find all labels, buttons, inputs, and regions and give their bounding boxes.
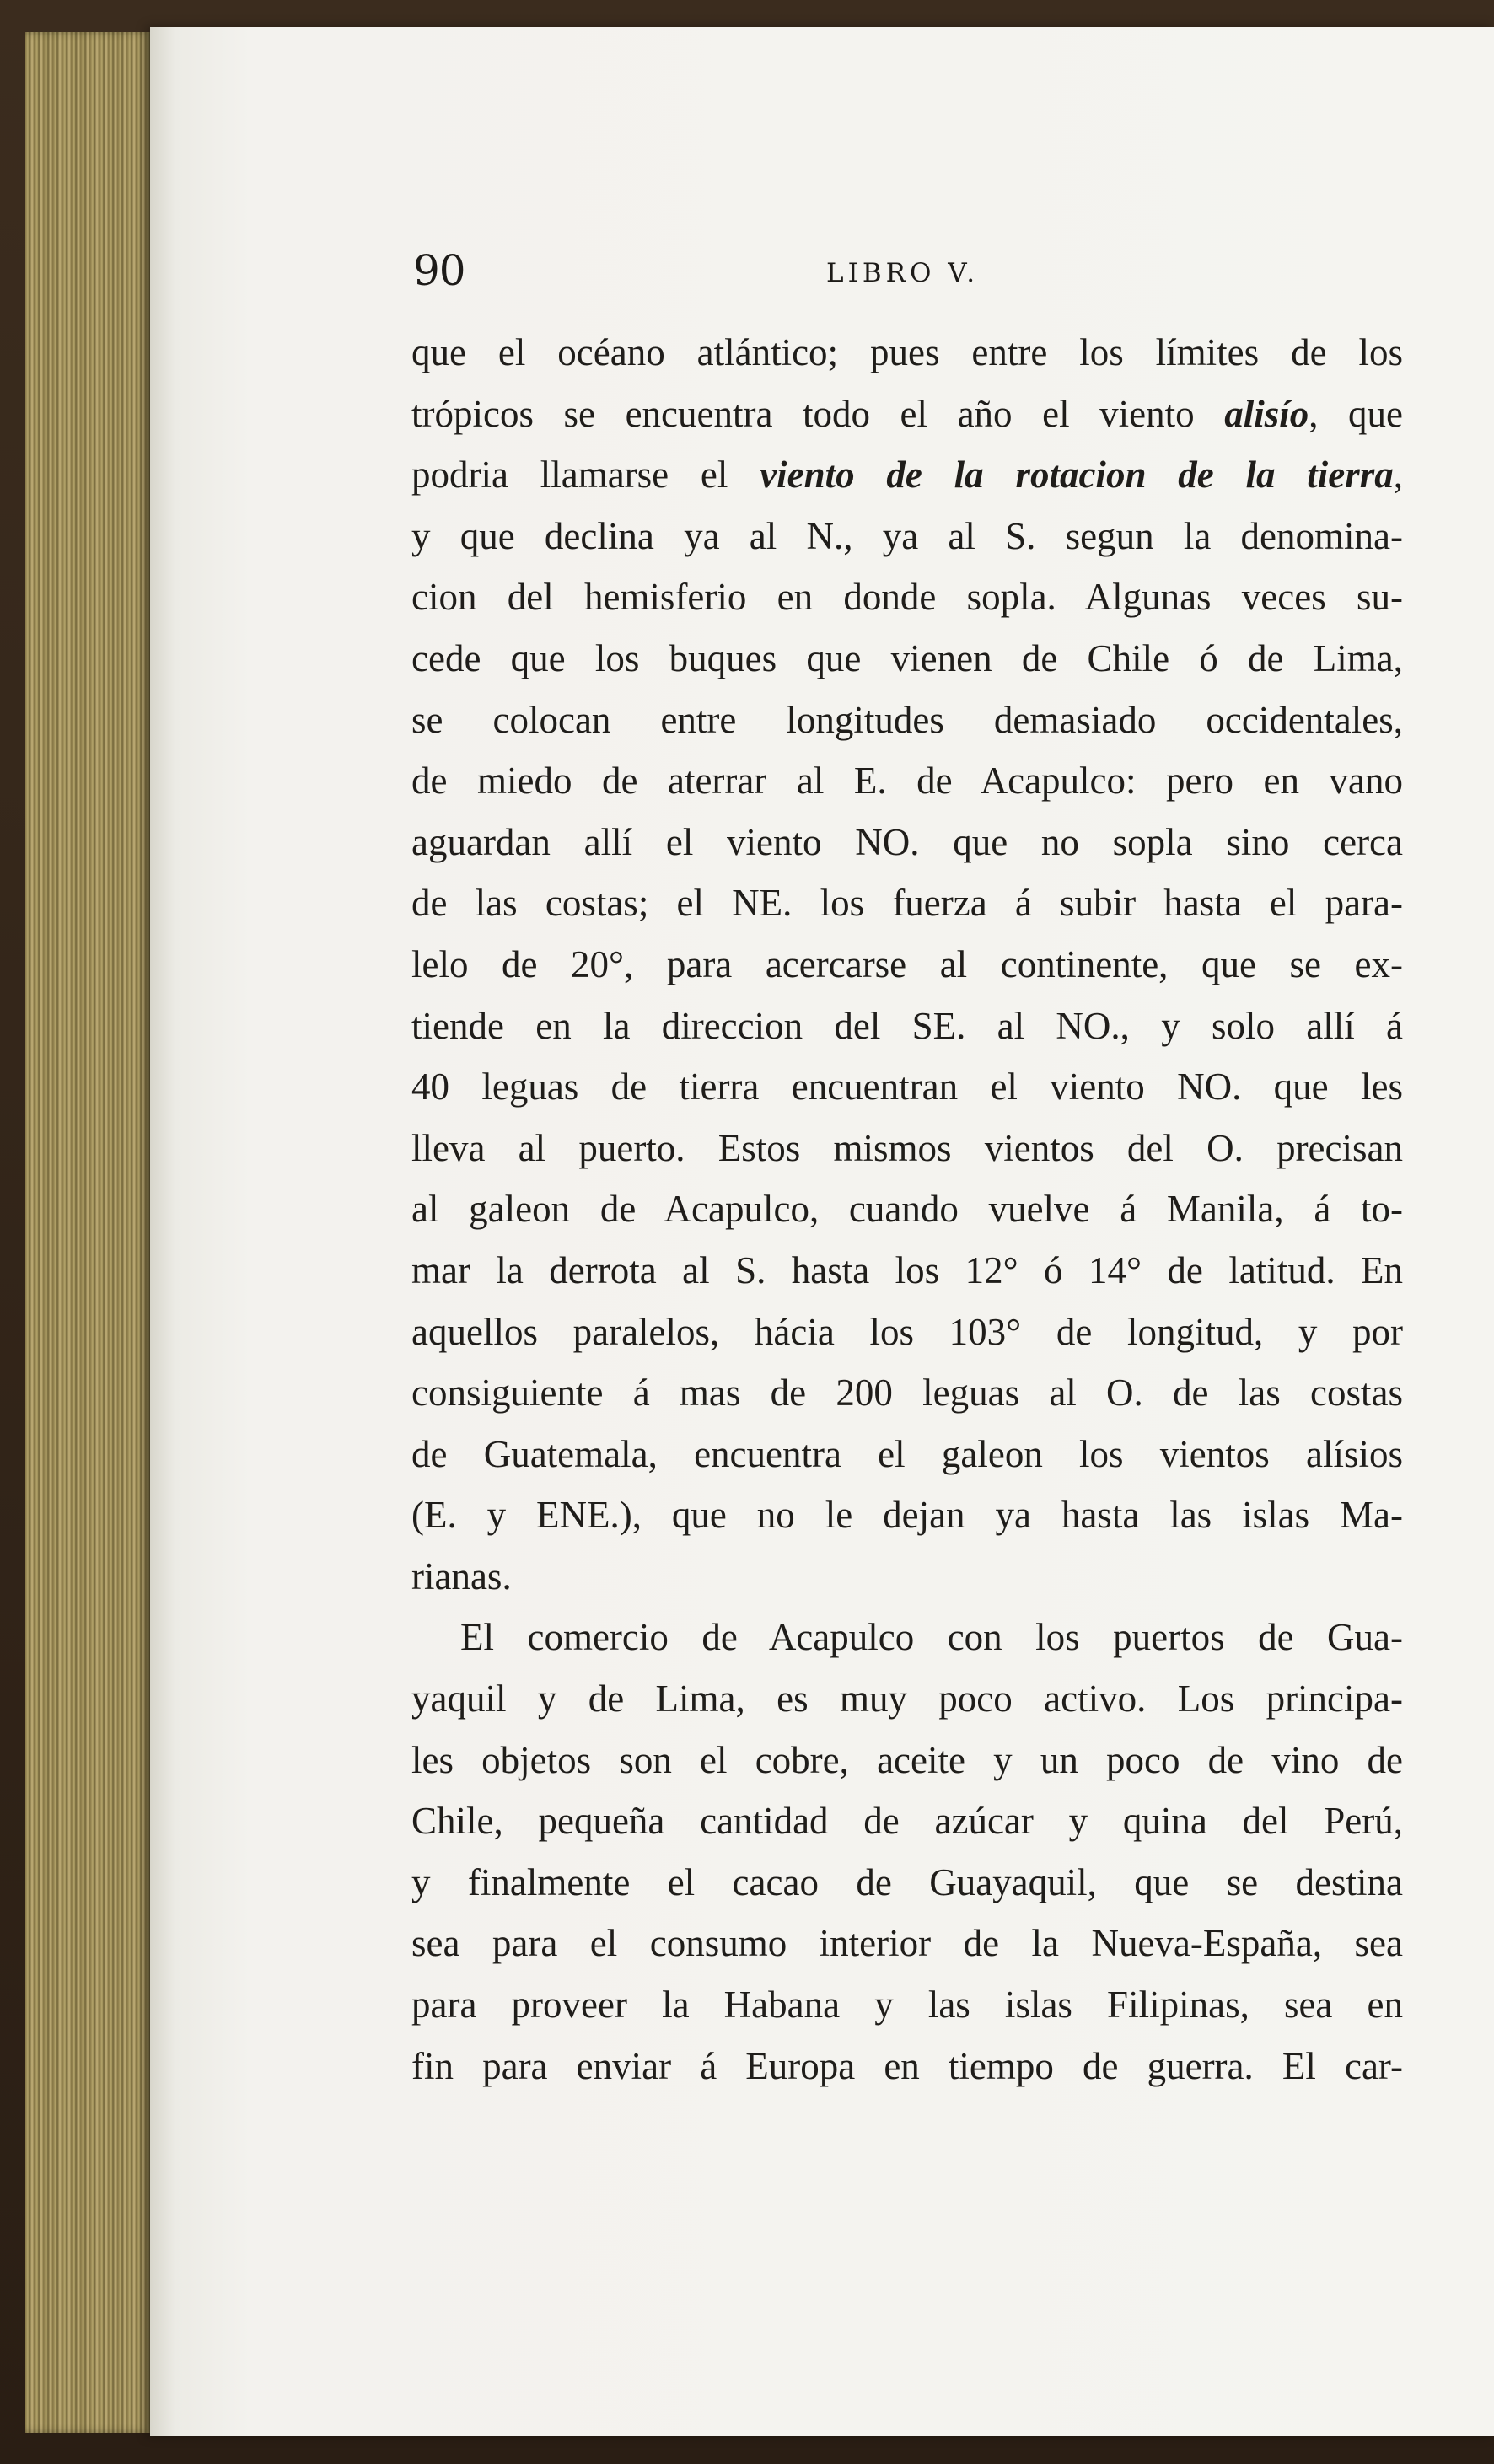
text-line: trópicos se encuentra todo el año el viento alisío, que <box>411 392 1403 435</box>
text-line: mar la derrota al S. hasta los 12° ó 14° de latitud. En <box>411 1248 1403 1291</box>
text-line: 40 leguas de tierra encuentran el viento NO. que les <box>411 1066 1403 1109</box>
text-line: yaquil y de Lima, es muy poco activo. Los principa- <box>411 1678 1403 1721</box>
page-number: 90 <box>413 246 465 295</box>
running-head: LIBRO V. <box>826 258 980 288</box>
text-line: se colocan entre longitudes demasiado occidentales, <box>411 698 1403 741</box>
text-line: de miedo de aterrar al E. de Acapulco: pero en vano <box>411 760 1403 803</box>
text-line: aguardan allí el viento NO. que no sopla sino cerca <box>411 820 1403 863</box>
text-line: al galeon de Acapulco, cuando vuelve á Manila, á to- <box>411 1188 1403 1231</box>
text-line: rianas. <box>411 1554 512 1597</box>
italic-term: alisío <box>1224 392 1309 435</box>
text-line: consiguiente á mas de 200 leguas al O. de las costas <box>411 1372 1403 1415</box>
text-line: de las costas; el NE. los fuerza á subir hasta el para- <box>411 882 1403 925</box>
text-line: les objetos son el cobre, aceite y un poco de vino de <box>411 1738 1403 1781</box>
body-text <box>411 322 1403 2096</box>
text-line: aquellos paralelos, hácia los 103° de longitud, y por <box>411 1310 1403 1353</box>
text-line: de Guatemala, encuentra el galeon los vientos alísios <box>411 1432 1403 1475</box>
text-line: para proveer la Habana y las islas Filipinas, sea en <box>411 1984 1403 2026</box>
text-line: (E. y ENE.), que no le dejan ya hasta las islas Ma- <box>411 1494 1403 1537</box>
text-line: El comercio de Acapulco con los puertos de Gua- <box>460 1616 1403 1659</box>
text-line: podria llamarse el viento de la rotacion de la tierra, <box>411 454 1403 497</box>
page-header <box>413 246 1341 305</box>
text-line: cede que los buques que vienen de Chile ó de Lima, <box>411 636 1403 679</box>
text-line: cion del hemisferio en donde sopla. Algunas veces su- <box>411 576 1403 619</box>
text-line: y finalmente el cacao de Guayaquil, que se destina <box>411 1860 1403 1903</box>
text-line: que el océano atlántico; pues entre los límites de los <box>411 331 1403 373</box>
text-line: lelo de 20°, para acercarse al continente, que se ex- <box>411 942 1403 985</box>
text-line: Chile, pequeña cantidad de azúcar y quina del Perú, <box>411 1800 1403 1843</box>
text-line: y que declina ya al N., ya al S. segun la denomina- <box>411 514 1403 557</box>
text-line: tiende en la direccion del SE. al NO., y solo allí á <box>411 1004 1403 1047</box>
text-line: lleva al puerto. Estos mismos vientos del O. precisan <box>411 1126 1403 1169</box>
italic-term: viento de la rotacion de la tierra <box>760 454 1394 497</box>
page-edges <box>25 32 152 2433</box>
text-line: sea para el consumo interior de la Nueva-España, sea <box>411 1922 1403 1965</box>
text-line: fin para enviar á Europa en tiempo de guerra. El car- <box>411 2044 1403 2087</box>
